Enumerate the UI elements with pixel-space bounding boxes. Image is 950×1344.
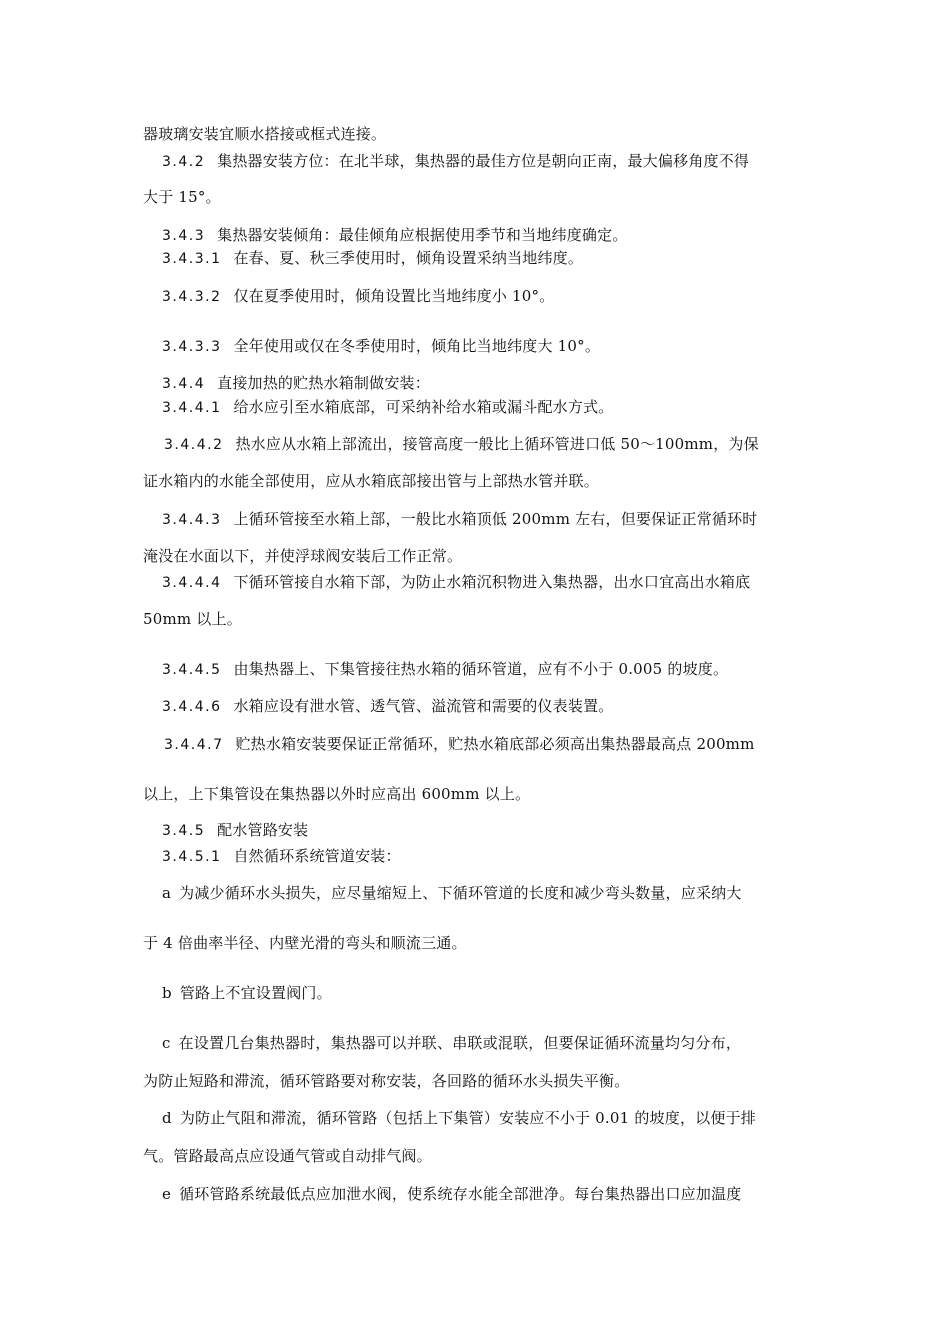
section-number: 3.4.4.2 <box>164 437 224 453</box>
line-text: 为减少循环水头损失，应尽量缩短上、下循环管道的长度和减少弯头数量，应采纳大 <box>179 884 742 902</box>
line-text: 循环管路系统最低点应加泄水阀，使系统存水能全部泄净。每台集热器出口应加温度 <box>179 1185 742 1203</box>
line-text: 于 4 倍曲率半径、内壁光滑的弯头和顺流三通。 <box>143 934 467 952</box>
line-text: 证水箱内的水能全部使用，应从水箱底部接出管与上部热水管并联。 <box>143 472 600 490</box>
text-line <box>162 572 750 593</box>
text-line <box>162 225 628 246</box>
line-text: 热水应从水箱上部流出，接管高度一般比上循环管进口低 50～100mm，为保 <box>235 435 759 453</box>
text-line <box>164 434 759 455</box>
text-line <box>143 124 386 144</box>
section-number: 3.4.3.2 <box>162 289 222 305</box>
text-line <box>162 336 600 357</box>
line-text: 在设置几台集热器时，集热器可以并联、串联或混联，但要保证循环流量均匀分布， <box>178 1034 742 1052</box>
line-text: 为防止气阻和滞流，循环管路（包括上下集管）安装应不小于 0.01 的坡度，以便于排 <box>179 1109 756 1127</box>
text-line <box>143 609 242 629</box>
line-text: 自然循环系统管道安装： <box>233 847 401 865</box>
section-number: 3.4.3.1 <box>162 251 222 267</box>
text-line <box>162 659 728 680</box>
line-text: 仅在夏季使用时，倾角设置比当地纬度小 10°。 <box>233 287 555 305</box>
line-text: 水箱应设有泄水管、透气管、溢流管和需要的仪表装置。 <box>233 697 614 715</box>
text-line <box>162 846 401 867</box>
text-line <box>143 471 599 491</box>
line-text: 集热器安装倾角：最佳倾角应根据使用季节和当地纬度确定。 <box>217 226 628 244</box>
item-marker: d <box>162 1109 172 1127</box>
item-marker: c <box>162 1034 171 1052</box>
section-number: 3.4.4.6 <box>162 699 222 715</box>
section-number: 3.4.4.3 <box>162 512 222 528</box>
text-line <box>162 509 758 530</box>
line-text: 在春、夏、秋三季使用时，倾角设置采纳当地纬度。 <box>233 249 584 267</box>
text-line <box>164 734 755 755</box>
text-line <box>162 820 308 841</box>
text-line <box>143 1071 629 1091</box>
item-marker: e <box>162 1185 172 1203</box>
section-number: 3.4.3 <box>162 228 206 244</box>
section-number: 3.4.4.1 <box>162 400 222 416</box>
text-line <box>162 1108 756 1128</box>
section-number: 3.4.4.7 <box>164 737 224 753</box>
text-line <box>143 784 530 804</box>
line-text: 由集热器上、下集管接往热水箱的循环管道，应有不小于 0.005 的坡度。 <box>233 660 729 678</box>
text-line <box>162 151 749 172</box>
line-text: 下循环管接自水箱下部，为防止水箱沉积物进入集热器，出水口宜高出水箱底 <box>233 573 751 591</box>
text-line <box>143 933 467 953</box>
section-number: 3.4.5 <box>162 823 206 839</box>
line-text: 50mm 以上。 <box>143 610 242 628</box>
text-line <box>143 1146 432 1166</box>
line-text: 配水管路安装 <box>217 821 309 839</box>
item-marker: b <box>162 984 172 1002</box>
text-line <box>162 1184 741 1204</box>
line-text: 给水应引至水箱底部，可采纳补给水箱或漏斗配水方式。 <box>233 398 614 416</box>
section-number: 3.4.5.1 <box>162 849 222 865</box>
line-text: 淹没在水面以下，并使浮球阀安装后工作正常。 <box>143 547 463 565</box>
section-number: 3.4.4.4 <box>162 575 222 591</box>
text-line <box>143 546 462 566</box>
text-line <box>162 1033 741 1053</box>
section-number: 3.4.4 <box>162 376 206 392</box>
text-line <box>162 883 742 903</box>
line-text: 器玻璃安装宜顺水搭接或框式连接。 <box>143 125 387 143</box>
section-number: 3.4.4.5 <box>162 662 222 678</box>
section-number: 3.4.3.3 <box>162 339 222 355</box>
line-text: 直接加热的贮热水箱制做安装： <box>217 374 430 392</box>
line-text: 大于 15°。 <box>143 188 221 206</box>
section-number: 3.4.2 <box>162 154 206 170</box>
text-line <box>162 373 430 394</box>
line-text: 气。管路最高点应设通气管或自动排气阀。 <box>143 1147 432 1165</box>
line-text: 集热器安装方位：在北半球，集热器的最佳方位是朝向正南，最大偏移角度不得 <box>217 152 750 170</box>
item-marker: a <box>162 884 172 902</box>
line-text: 为防止短路和滞流，循环管路要对称安装，各回路的循环水头损失平衡。 <box>143 1072 630 1090</box>
text-line <box>162 286 554 307</box>
line-text: 全年使用或仅在冬季使用时，倾角比当地纬度大 10°。 <box>233 337 601 355</box>
line-text: 管路上不宜设置阀门。 <box>179 984 332 1002</box>
line-text: 上循环管接至水箱上部，一般比水箱顶低 200mm 左右，但要保证正常循环时 <box>233 510 758 528</box>
text-line <box>143 187 221 207</box>
text-line <box>162 397 614 418</box>
line-text: 贮热水箱安装要保证正常循环，贮热水箱底部必须高出集热器最高点 200mm <box>235 735 755 753</box>
text-line <box>162 983 332 1003</box>
text-line <box>162 248 583 269</box>
line-text: 以上，上下集管设在集热器以外时应高出 600mm 以上。 <box>143 785 531 803</box>
text-line <box>162 696 614 717</box>
